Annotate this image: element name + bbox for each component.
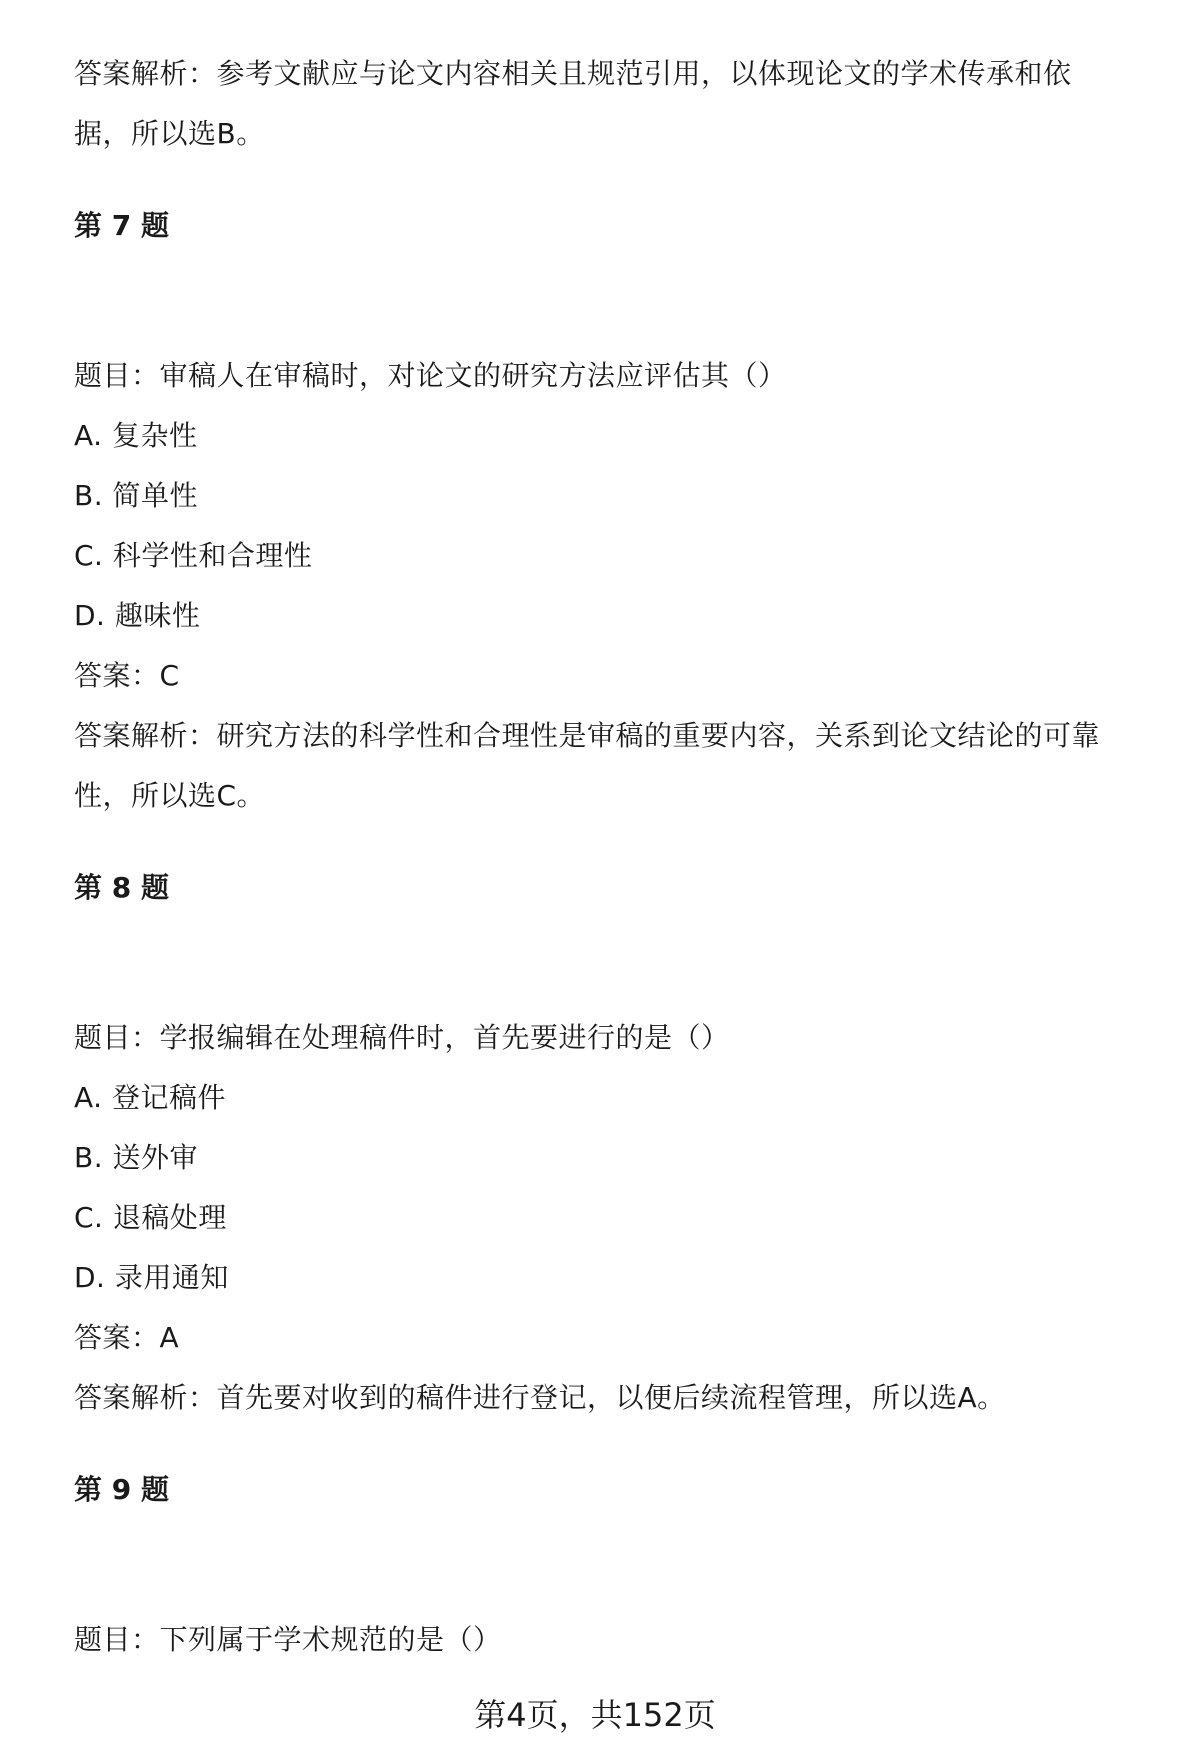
answer: 答案：C — [74, 659, 180, 692]
analysis-line: 性，所以选C。 — [74, 779, 266, 812]
option-d: D. 趣味性 — [74, 599, 201, 632]
prev-analysis — [74, 44, 1164, 164]
question-heading: 第 9 题 — [74, 1473, 169, 1506]
analysis-line: 答案解析：参考文献应与论文内容相关且规范引用，以体现论文的学术传承和依 — [74, 57, 1072, 90]
page-content — [74, 44, 1164, 1670]
option-a: A. 复杂性 — [74, 419, 198, 452]
question-text: 题目：审稿人在审稿时，对论文的研究方法应评估其（） — [74, 359, 787, 392]
option-c: C. 科学性和合理性 — [74, 539, 313, 572]
question-8 — [74, 858, 1164, 1428]
option-b: B. 送外审 — [74, 1141, 199, 1174]
analysis-line: 答案解析：研究方法的科学性和合理性是审稿的重要内容，关系到论文结论的可靠 — [74, 719, 1101, 752]
option-b: B. 简单性 — [74, 479, 199, 512]
option-a: A. 登记稿件 — [74, 1081, 226, 1114]
question-9 — [74, 1460, 1164, 1670]
question-text: 题目：下列属于学术规范的是（） — [74, 1623, 502, 1656]
question-heading: 第 7 题 — [74, 209, 169, 242]
option-c: C. 退稿处理 — [74, 1201, 227, 1234]
option-d: D. 录用通知 — [74, 1261, 229, 1294]
analysis-line: 答案解析：首先要对收到的稿件进行登记，以便后续流程管理，所以选A。 — [74, 1381, 1006, 1414]
answer: 答案：A — [74, 1321, 180, 1354]
analysis-line: 据，所以选B。 — [74, 117, 265, 150]
question-text: 题目：学报编辑在处理稿件时，首先要进行的是（） — [74, 1021, 730, 1054]
question-heading: 第 8 题 — [74, 871, 169, 904]
question-7 — [74, 196, 1164, 826]
page-footer: 第4页，共152页 — [474, 1696, 716, 1734]
